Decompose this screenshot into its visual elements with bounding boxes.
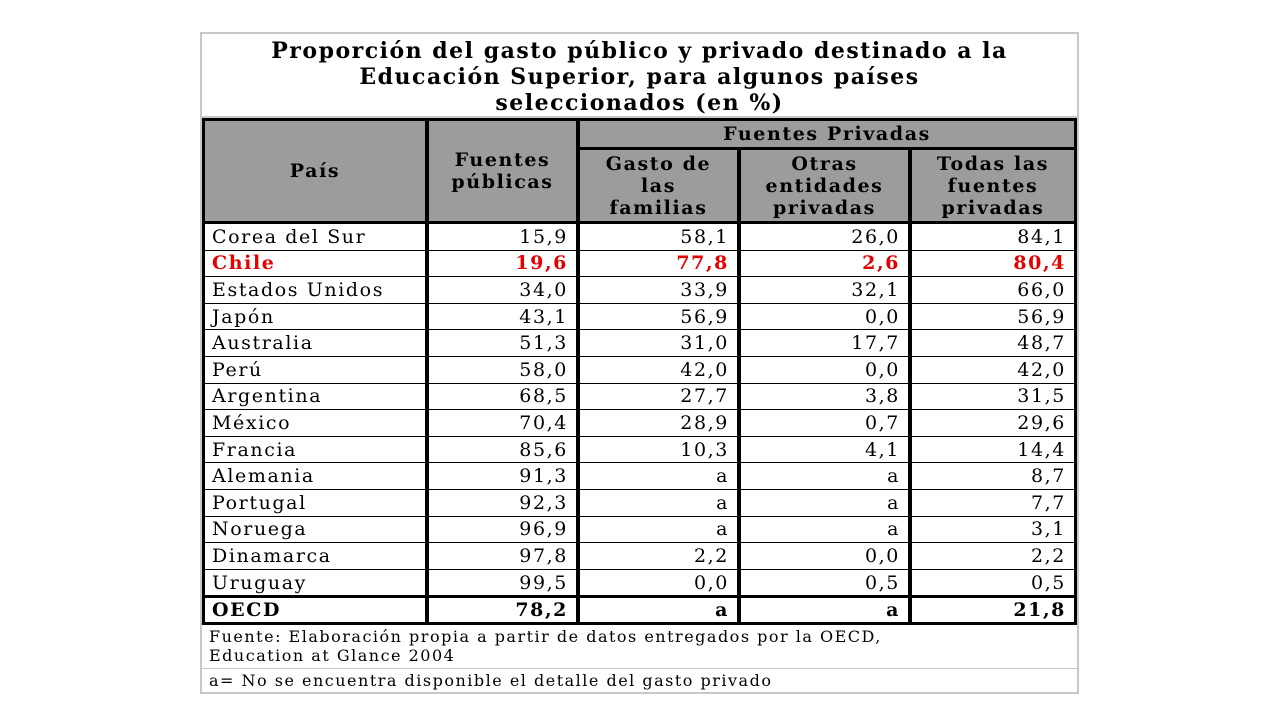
source-line-2: Education at Glance 2004	[209, 646, 456, 665]
table-cell-publicas: 58,0	[429, 357, 576, 383]
header-gasto-familias	[580, 150, 737, 221]
table-cell-familias: a	[580, 463, 737, 489]
table-cell-pais: Noruega	[205, 517, 425, 543]
table-cell-todas: 42,0	[912, 357, 1074, 383]
table-cell-todas: 66,0	[912, 277, 1074, 303]
table-cell-familias: 2,2	[580, 543, 737, 569]
table-cell-pais: Dinamarca	[205, 543, 425, 569]
header-fuentes-publicas	[429, 121, 576, 221]
table-cell-familias: 31,0	[580, 330, 737, 356]
table-cell-publicas: 43,1	[429, 304, 576, 330]
title-line-2: Educación Superior, para algunos países	[359, 64, 920, 90]
table-cell-pais: Australia	[205, 330, 425, 356]
table-cell-todas: 8,7	[912, 463, 1074, 489]
table-cell-todas: 7,7	[912, 490, 1074, 516]
table-cell-pais: Perú	[205, 357, 425, 383]
header-otras-line-3: privadas	[773, 196, 876, 219]
header-fuentes-privadas-label: Fuentes Privadas	[723, 123, 931, 145]
table-cell-familias: 0,0	[580, 570, 737, 596]
header-otras-line-1: Otras	[791, 152, 858, 175]
header-otras-entidades	[741, 150, 908, 221]
oecd-cell-otras: a	[741, 598, 908, 622]
header-fuentes-privadas	[580, 121, 1074, 147]
table-cell-familias: 58,1	[580, 224, 737, 250]
table-cell-publicas: 92,3	[429, 490, 576, 516]
table-cell-otras: 0,0	[741, 543, 908, 569]
table-cell-todas: 2,2	[912, 543, 1074, 569]
header-otras-line-2: entidades	[765, 174, 884, 197]
table-cell-pais: Japón	[205, 304, 425, 330]
header-gasto-familias-line-2: las	[640, 174, 677, 197]
table-cell-familias: 42,0	[580, 357, 737, 383]
oecd-cell-familias: a	[580, 598, 737, 622]
source-line-1: Fuente: Elaboración propia a partir de datos entregados por la OECD,	[209, 627, 882, 646]
table-cell-pais: Argentina	[205, 384, 425, 410]
table-cell-otras: 0,7	[741, 410, 908, 436]
table-cell-publicas: 91,3	[429, 463, 576, 489]
table-cell-publicas: 15,9	[429, 224, 576, 250]
title-line-1: Proporción del gasto público y privado destinado a la	[271, 38, 1008, 64]
table-cell-otras: 3,8	[741, 384, 908, 410]
table-cell-pais: México	[205, 410, 425, 436]
table-cell-publicas: 96,9	[429, 517, 576, 543]
table-cell-publicas: 99,5	[429, 570, 576, 596]
table-cell-otras: 26,0	[741, 224, 908, 250]
header-todas-las-fuentes	[912, 150, 1074, 221]
table-cell-publicas: 68,5	[429, 384, 576, 410]
table-cell-publicas: 34,0	[429, 277, 576, 303]
table-cell-familias: 77,8	[580, 251, 737, 277]
availability-note	[202, 670, 1077, 694]
table-cell-otras: 17,7	[741, 330, 908, 356]
table-cell-familias: a	[580, 517, 737, 543]
header-gasto-familias-line-3: familias	[609, 196, 708, 219]
table-cell-familias: 28,9	[580, 410, 737, 436]
table-cell-todas: 80,4	[912, 251, 1074, 277]
table-cell-todas: 3,1	[912, 517, 1074, 543]
table-cell-todas: 29,6	[912, 410, 1074, 436]
table-cell-pais: Corea del Sur	[205, 224, 425, 250]
table-cell-familias: 27,7	[580, 384, 737, 410]
table-cell-publicas: 85,6	[429, 437, 576, 463]
table-cell-pais: Chile	[205, 251, 425, 277]
table-cell-otras: 32,1	[741, 277, 908, 303]
table-cell-todas: 14,4	[912, 437, 1074, 463]
header-todas-line-2: fuentes	[947, 174, 1039, 197]
table-cell-otras: a	[741, 463, 908, 489]
table-cell-todas: 56,9	[912, 304, 1074, 330]
table-cell-pais: Francia	[205, 437, 425, 463]
header-pais	[205, 121, 425, 221]
header-todas-line-1: Todas las	[936, 152, 1050, 175]
table-cell-publicas: 70,4	[429, 410, 576, 436]
table-cell-publicas: 19,6	[429, 251, 576, 277]
table-cell-publicas: 51,3	[429, 330, 576, 356]
table-title	[202, 34, 1077, 118]
header-fuentes-publicas-line-1: Fuentes	[454, 149, 551, 171]
table-cell-familias: a	[580, 490, 737, 516]
availability-text: a= No se encuentra disponible el detalle del gasto privado	[209, 671, 773, 690]
header-fuentes-publicas-line-2: públicas	[451, 171, 554, 193]
table-cell-familias: 56,9	[580, 304, 737, 330]
table-cell-familias: 33,9	[580, 277, 737, 303]
data-table	[202, 118, 1077, 625]
table-cell-todas: 84,1	[912, 224, 1074, 250]
table-cell-otras: 0,0	[741, 304, 908, 330]
header-gasto-familias-line-1: Gasto de	[605, 152, 712, 175]
source-note	[202, 625, 1077, 669]
table-cell-pais: Estados Unidos	[205, 277, 425, 303]
table-cell-publicas: 97,8	[429, 543, 576, 569]
table-cell-todas: 48,7	[912, 330, 1074, 356]
table-cell-familias: 10,3	[580, 437, 737, 463]
title-line-3: seleccionados (en %)	[495, 90, 784, 116]
header-pais-label: País	[289, 160, 341, 182]
table-cell-otras: a	[741, 490, 908, 516]
table-frame	[200, 32, 1079, 694]
table-cell-todas: 0,5	[912, 570, 1074, 596]
table-cell-otras: 0,5	[741, 570, 908, 596]
oecd-cell-pais: OECD	[205, 598, 425, 622]
table-cell-otras: a	[741, 517, 908, 543]
table-cell-otras: 2,6	[741, 251, 908, 277]
oecd-cell-todas: 21,8	[912, 598, 1074, 622]
header-todas-line-3: privadas	[941, 196, 1045, 219]
table-cell-otras: 4,1	[741, 437, 908, 463]
table-cell-todas: 31,5	[912, 384, 1074, 410]
table-cell-otras: 0,0	[741, 357, 908, 383]
table-cell-pais: Uruguay	[205, 570, 425, 596]
table-cell-pais: Portugal	[205, 490, 425, 516]
table-cell-pais: Alemania	[205, 463, 425, 489]
oecd-cell-publicas: 78,2	[429, 598, 576, 622]
